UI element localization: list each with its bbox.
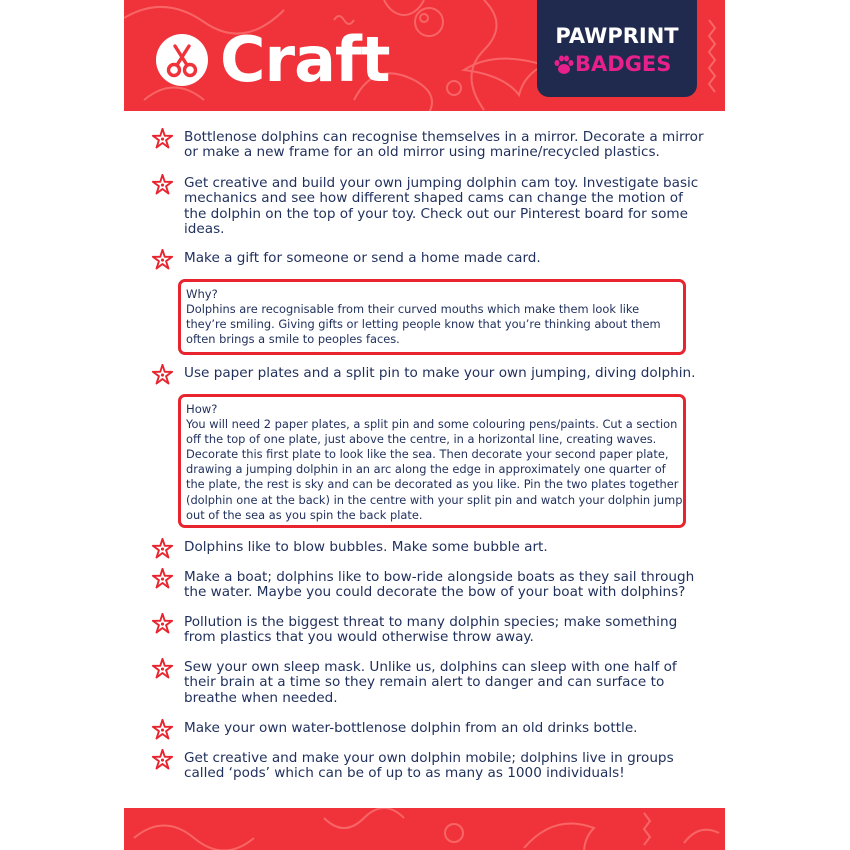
page-title: Craft [220, 23, 390, 96]
starfish-icon [152, 658, 173, 679]
footer-banner [124, 808, 725, 850]
logo-line-pawprint: PAWPRINT [555, 24, 679, 48]
footer-decoration [124, 808, 725, 850]
scissors-badge [156, 34, 208, 86]
list-item: Make your own water-bottlenose dolphin from an old drinks bottle. [184, 720, 638, 736]
starfish-icon [152, 719, 173, 740]
list-item: Make a gift for someone or send a home made card. [184, 250, 541, 266]
list-item: Pollution is the biggest threat to many dolphin species; make something from plastics that you would otherwise throw away. [184, 614, 678, 646]
list-item: Get creative and build your own jumping dolphin cam toy. Investigate basic mechanics and see how different shaped cams can change the motion of the dolphin on the top of your toy. Check out our Pinterest board for some ideas. [184, 175, 699, 237]
list-item: Use paper plates and a split pin to make your own jumping, diving dolphin. [184, 365, 696, 381]
logo-line-badges: BADGES [575, 52, 672, 76]
starfish-icon [152, 538, 173, 559]
starfish-icon [152, 174, 173, 195]
list-item: Make a boat; dolphins like to bow-ride alongside boats as they sail through the water. Maybe you could decorate the bow of your boat with dolphins? [184, 569, 695, 601]
list-item: Get creative and make your own dolphin mobile; dolphins live in groups called ‘pods’ which can be of up to as many as 1000 individuals! [184, 750, 674, 782]
list-item: Sew your own sleep mask. Unlike us, dolphins can sleep with one half of their brain at a time so they remain alert to danger and can surface to breathe when needed. [184, 659, 677, 706]
how-text: You will need 2 paper plates, a split pin and some colouring pens/paints. Cut a section off the top of one plate, just above the centre, in a horizontal line, creating waves. Decorate this first plate to look like the sea. Then decorate your second paper plate, drawing a jumping dolphin in an arc along the edge in approximately one quarter of the plate, the rest is sky and can be decorated as you like. Pin the two plates together (dolphin one at the back) in the centre with your split pin and watch your dolphin jump out of the sea as you spin the back plate. [186, 417, 683, 522]
starfish-icon [152, 613, 173, 634]
starfish-icon [152, 568, 173, 589]
paw-icon [553, 54, 575, 76]
list-item: Bottlenose dolphins can recognise themselves in a mirror. Decorate a mirror or make a new frame for an old mirror using marine/recycled plastics. [184, 129, 704, 161]
how-box [178, 394, 686, 528]
why-text: Dolphins are recognisable from their curved mouths which make them look like they’re smiling. Giving gifts or letting people know that you’re thinking about them often brings a smile to peoples faces. [186, 302, 661, 347]
how-heading: How? [186, 402, 218, 416]
header-banner [124, 0, 725, 111]
why-box [178, 279, 686, 355]
starfish-icon [152, 128, 173, 149]
why-heading: Why? [186, 287, 218, 301]
scissors-icon [156, 34, 208, 86]
pawprint-badges-logo [537, 0, 697, 97]
starfish-icon [152, 749, 173, 770]
starfish-icon [152, 364, 173, 385]
list-item: Dolphins like to blow bubbles. Make some bubble art. [184, 539, 548, 555]
starfish-icon [152, 249, 173, 270]
worksheet-page [124, 0, 725, 850]
